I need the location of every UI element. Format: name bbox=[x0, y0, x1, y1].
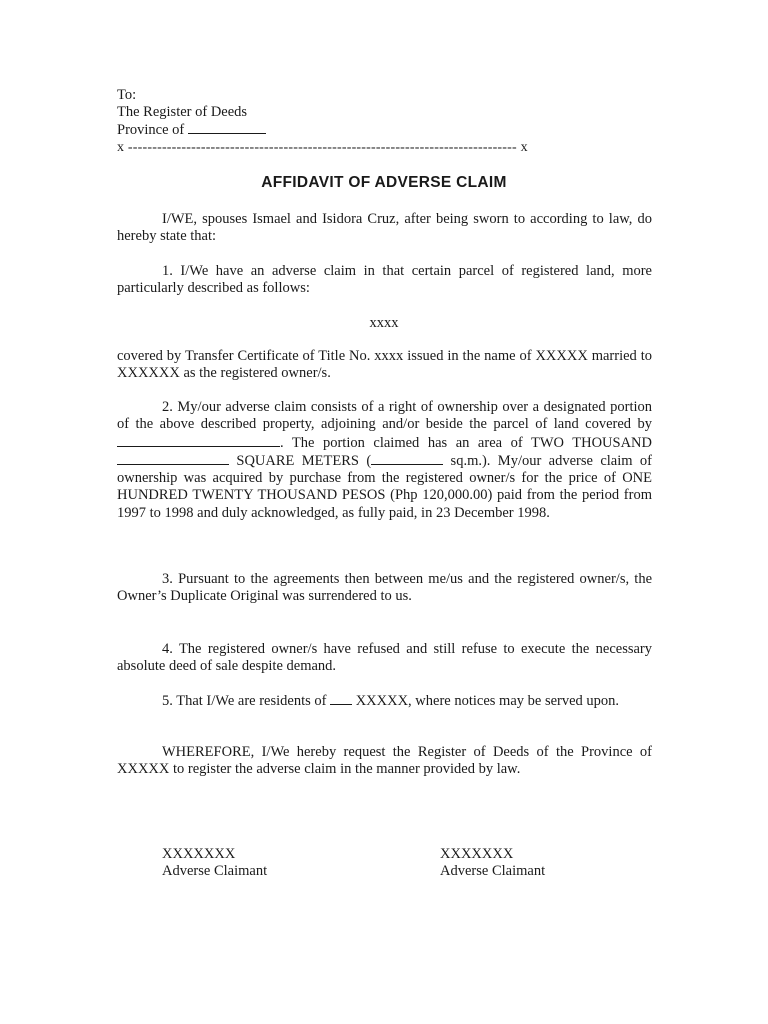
separator-x-right: x bbox=[520, 140, 528, 155]
paragraph-2-part1: 2. My/our adverse claim consists of a right of ownership over a designated portion of the above described property, adjoining and/or beside the parcel of land covered by bbox=[117, 399, 652, 433]
paragraph-4 bbox=[117, 641, 652, 676]
paragraph-2-part3: SQUARE METERS ( bbox=[236, 452, 372, 469]
signature-role: Adverse Claimant bbox=[162, 863, 268, 879]
province-line bbox=[117, 121, 266, 139]
area-number-blank bbox=[371, 452, 443, 465]
residence-blank bbox=[330, 692, 352, 705]
signature-name: XXXXXXX bbox=[162, 846, 236, 862]
intro-text: I/WE, spouses Ismael and Isidora Cruz, after being sworn to according to law, do hereby state that: bbox=[117, 211, 652, 245]
paragraph-5 bbox=[117, 692, 652, 710]
wherefore-paragraph bbox=[117, 744, 652, 779]
area-words-blank bbox=[117, 452, 229, 465]
paragraph-3-text: 3. Pursuant to the agreements then between me/us and the registered owner/s, the Owner’s Duplicate Original was surrendered to us. bbox=[117, 571, 652, 605]
separator-dashes: -------------------------------------------------------------------------------- bbox=[127, 140, 517, 155]
property-description: xxxx bbox=[369, 315, 399, 331]
paragraph-3 bbox=[117, 571, 652, 606]
tct-blank bbox=[117, 434, 280, 447]
signature-block-2 bbox=[440, 846, 545, 880]
header-separator bbox=[117, 139, 528, 156]
paragraph-5-part2: XXXXX, where notices may be served upon. bbox=[355, 693, 620, 709]
signature-block-1 bbox=[162, 846, 267, 880]
province-blank bbox=[188, 121, 266, 134]
paragraph-1-text: 1. I/We have an adverse claim in that certain parcel of registered land, more particularly described as follows: bbox=[117, 263, 652, 297]
to-label: To: bbox=[117, 87, 137, 103]
wherefore-text: WHEREFORE, I/We hereby request the Register of Deeds of the Province of XXXXX to register the adverse claim in the manner provided by law. bbox=[117, 744, 652, 778]
signature-role: Adverse Claimant bbox=[440, 863, 546, 879]
signature-name: XXXXXXX bbox=[440, 846, 514, 862]
paragraph-2-part2: . The portion claimed has an area of TWO THOUSAND bbox=[280, 434, 652, 451]
paragraph-2 bbox=[117, 399, 652, 522]
paragraph-5-part1: 5. That I/We are residents of bbox=[162, 693, 327, 709]
paragraph-2-part4: sq.m.). My/our adverse claim of ownership was acquired by purchase from the registered owner/s for the price of ONE HUNDRED TWENTY THOUSAND PESOS (Php 120,000.00) paid from the period from 1997 to 1998 and duly acknowledged, as fully paid, in 23 December 1998. bbox=[117, 452, 652, 521]
intro-paragraph bbox=[117, 211, 652, 246]
separator-x-left: x bbox=[117, 140, 125, 155]
addressee: The Register of Deeds bbox=[117, 104, 248, 120]
covered-paragraph: covered by Transfer Certificate of Title No. xxxx issued in the name of XXXXX married to XXXXXX as the registered owner/s. bbox=[117, 348, 652, 382]
province-label: Province of bbox=[117, 122, 185, 138]
document-title: AFFIDAVIT OF ADVERSE CLAIM bbox=[261, 174, 507, 191]
paragraph-1 bbox=[117, 263, 652, 298]
paragraph-4-text: 4. The registered owner/s have refused and still refuse to execute the necessary absolute deed of sale despite demand. bbox=[117, 641, 652, 675]
